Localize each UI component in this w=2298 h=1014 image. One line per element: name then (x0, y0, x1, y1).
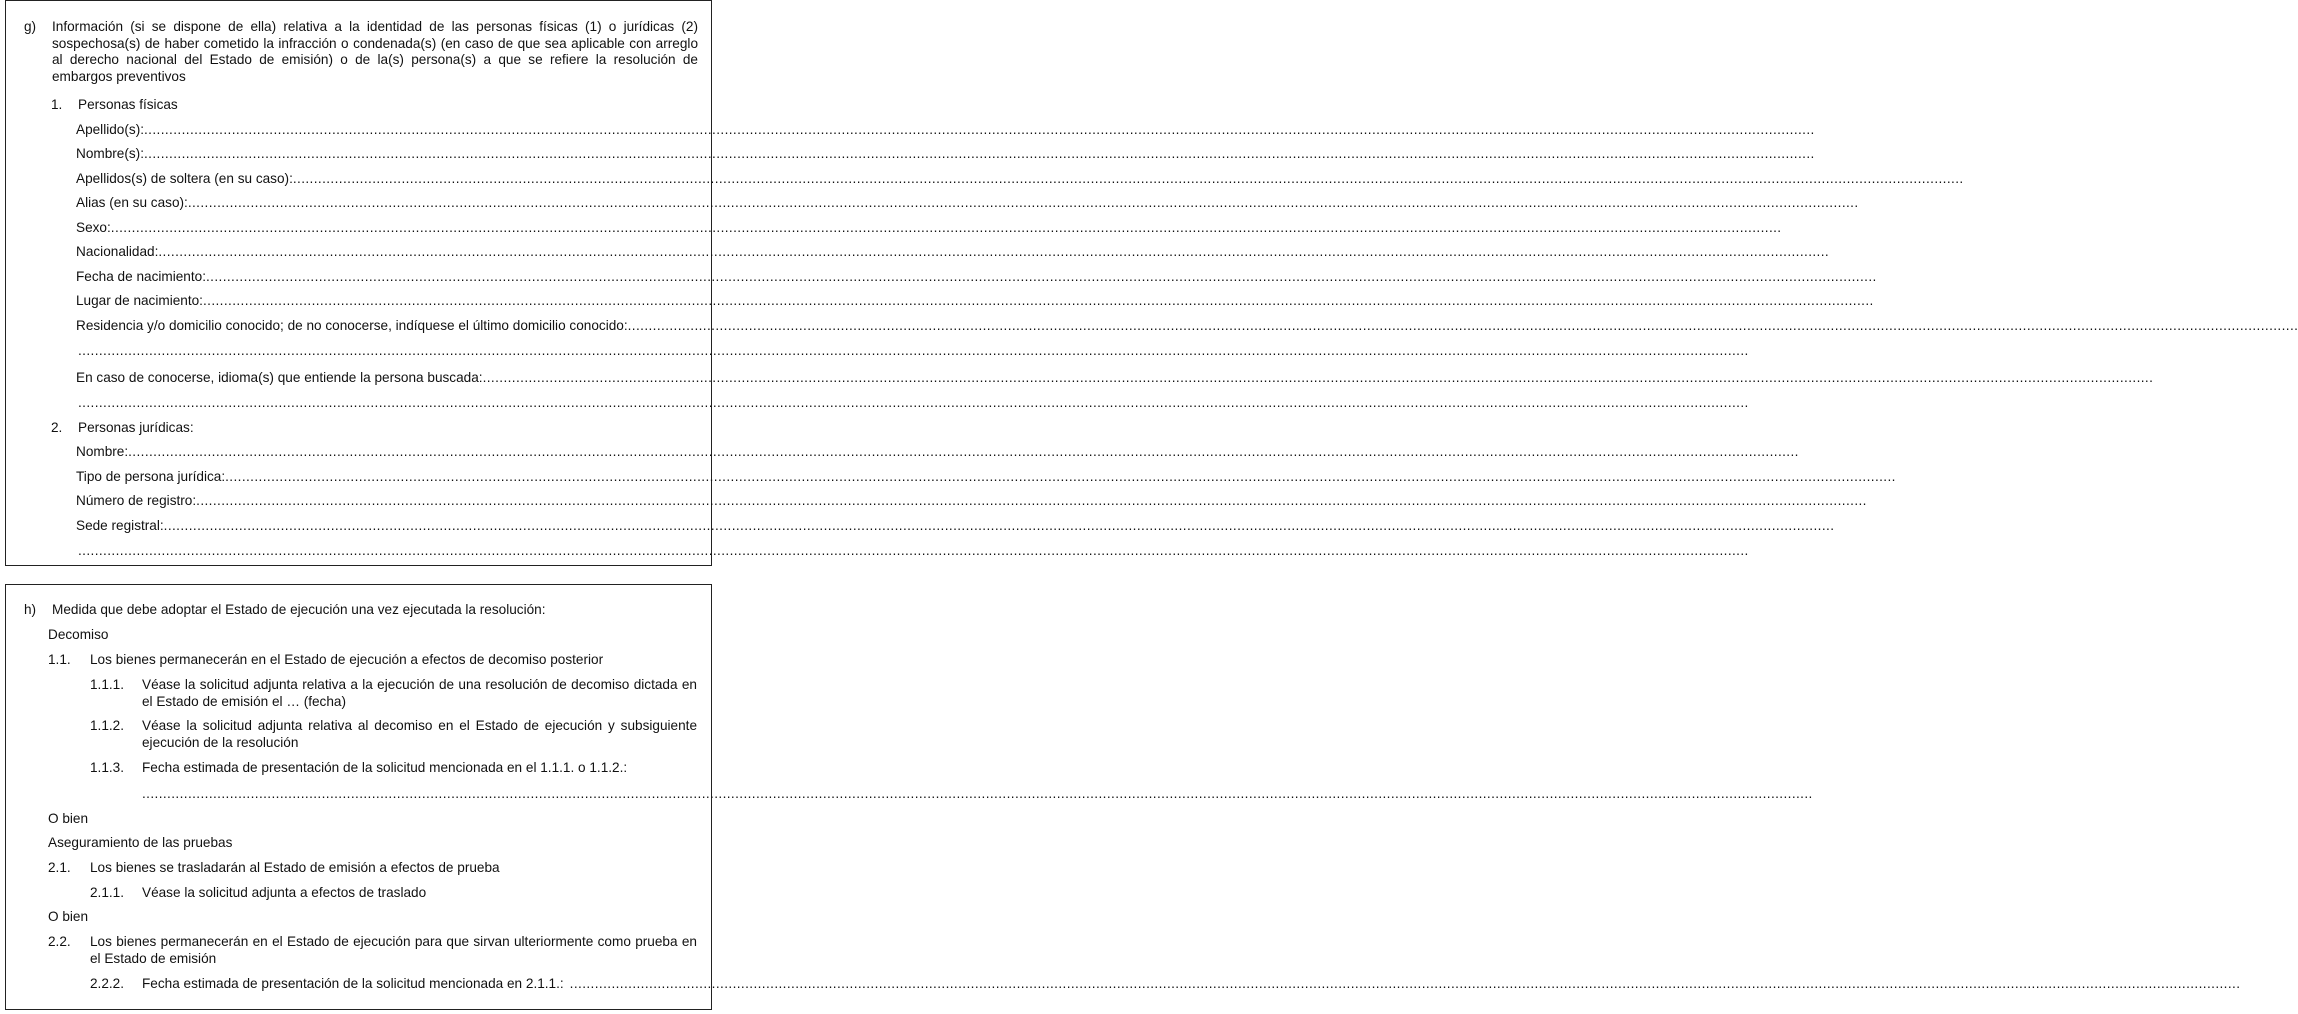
first-name-field[interactable]: Nombre(s): ................................................................................................................................................................................................................................................................................................................................................................................................................ (76, 146, 1815, 161)
item-1-1-number: 1.1. (48, 652, 71, 667)
registration-number-field[interactable]: Número de registro: ................................................................................................................................................................................................................................................................................................................................................................................................................ (76, 493, 1867, 508)
residence-field[interactable]: Residencia y/o domicilio conocido; de no conocerse, indíquese el último domicilio conocido: ................................................................................................................................................................................................................................................................................................................................................................................................................ (76, 318, 2298, 333)
item-1-1-3-number: 1.1.3. (90, 760, 125, 775)
item-1-1-3-date-line[interactable]: ................................................................................................................................................................................................................................................................................................................................................................................................................ (142, 786, 1813, 801)
residence-continuation-line[interactable]: ................................................................................................................................................................................................................................................................................................................................................................................................................ (78, 343, 1749, 358)
legal-type-label: Tipo de persona jurídica: (76, 469, 226, 484)
registered-office-continuation-line[interactable]: ................................................................................................................................................................................................................................................................................................................................................................................................................ (78, 543, 1749, 558)
item-2-2-text: Los bienes permanecerán en el Estado de ejecución para que sirvan ulteriormente como prueba en el Estado de emisión (90, 934, 697, 966)
item-1-1-2-number: 1.1.2. (90, 718, 125, 733)
natural-persons-heading: Personas físicas (78, 97, 178, 112)
item-1-1-3-text: Fecha estimada de presentación de la solicitud mencionada en el 1.1.1. o 1.1.2.: (142, 760, 628, 775)
section-g-intro: Información (si se dispone de ella) relativa a la identidad de las personas físicas (1) o jurídicas (2) sospechosa(s) de haber cometido la infracción o condenada(s) (en caso de que sea aplicable con arreglo al derecho nacional del Estado de emisión) o de la(s) persona(s) a que se refiere la resolución de embargos preventivos (52, 19, 698, 84)
legal-type-field[interactable]: Tipo de persona jurídica: ................................................................................................................................................................................................................................................................................................................................................................................................................ (76, 469, 1896, 484)
birth-place-field[interactable]: Lugar de nacimiento: ................................................................................................................................................................................................................................................................................................................................................................................................................ (76, 293, 1874, 308)
item-2-2-2-text: Fecha estimada de presentación de la solicitud mencionada en 2.1.1.: (142, 976, 564, 991)
natural-persons-number: 1. (51, 97, 63, 112)
nationality-field[interactable]: Nacionalidad: ................................................................................................................................................................................................................................................................................................................................................................................................................ (76, 244, 1830, 259)
item-2-1-text: Los bienes se trasladarán al Estado de emisión a efectos de prueba (90, 860, 500, 875)
alias-label: Alias (en su caso): (76, 195, 188, 210)
section-h-box (5, 584, 2241, 1010)
or-separator-2: O bien (48, 909, 89, 924)
birth-date-field[interactable]: Fecha de nacimiento: ................................................................................................................................................................................................................................................................................................................................................................................................................ (76, 269, 1877, 284)
legal-name-field[interactable]: Nombre: ................................................................................................................................................................................................................................................................................................................................................................................................................ (76, 444, 1799, 459)
sex-label: Sexo: (76, 220, 111, 235)
item-2-2-2-field[interactable]: Fecha estimada de presentación de la solicitud mencionada en 2.1.1.: ................................................................................................................................................................................................................................................................................................................................................................................................................ (142, 976, 2241, 991)
item-1-1-1-number: 1.1.1. (90, 677, 125, 692)
registration-number-label: Número de registro: (76, 493, 197, 508)
language-continuation-line[interactable]: ................................................................................................................................................................................................................................................................................................................................................................................................................ (78, 395, 1749, 410)
alias-field[interactable]: Alias (en su caso): ................................................................................................................................................................................................................................................................................................................................................................................................................ (76, 195, 1859, 210)
legal-persons-number: 2. (51, 420, 63, 435)
maiden-name-label: Apellidos(s) de soltera (en su caso): (76, 171, 293, 186)
item-2-2-number: 2.2. (48, 934, 71, 949)
confiscation-heading: Decomiso (48, 627, 109, 642)
section-h-letter: h) (24, 602, 37, 617)
item-1-1-text: Los bienes permanecerán en el Estado de ejecución a efectos de decomiso posterior (90, 652, 604, 667)
legal-persons-heading: Personas jurídicas: (78, 420, 194, 435)
item-2-1-number: 2.1. (48, 860, 71, 875)
item-2-1-1-number: 2.1.1. (90, 885, 125, 900)
surname-field[interactable]: Apellido(s): ................................................................................................................................................................................................................................................................................................................................................................................................................ (76, 122, 1815, 137)
item-2-2-2-number: 2.2.2. (90, 976, 125, 991)
sex-field[interactable]: Sexo: ................................................................................................................................................................................................................................................................................................................................................................................................................ (76, 220, 1782, 235)
legal-name-label: Nombre: (76, 444, 129, 459)
surname-label: Apellido(s): (76, 122, 144, 137)
nationality-label: Nacionalidad: (76, 244, 159, 259)
birth-date-label: Fecha de nacimiento: (76, 269, 206, 284)
first-name-label: Nombre(s): (76, 146, 144, 161)
item-1-1-2-text: Véase la solicitud adjunta relativa al decomiso en el Estado de ejecución y subsiguiente ejecución de la resolución (142, 718, 697, 750)
section-g-letter: g) (24, 19, 37, 34)
evidence-heading: Aseguramiento de las pruebas (48, 835, 233, 850)
or-separator-1: O bien (48, 811, 89, 826)
maiden-name-field[interactable]: Apellidos(s) de soltera (en su caso): ................................................................................................................................................................................................................................................................................................................................................................................................................ (76, 171, 1964, 186)
section-g-box (5, 0, 2298, 566)
birth-place-label: Lugar de nacimiento: (76, 293, 203, 308)
item-1-1-1-text: Véase la solicitud adjunta relativa a la ejecución de una resolución de decomiso dictada en el Estado de emisión el … (fecha) (142, 677, 697, 709)
language-label: En caso de conocerse, idioma(s) que entiende la persona buscada: (76, 370, 483, 385)
registered-office-field[interactable]: Sede registral: ................................................................................................................................................................................................................................................................................................................................................................................................................ (76, 518, 1835, 533)
registered-office-label: Sede registral: (76, 518, 164, 533)
residence-label: Residencia y/o domicilio conocido; de no conocerse, indíquese el último domicilio conocido: (76, 318, 628, 333)
item-2-1-1-text: Véase la solicitud adjunta a efectos de traslado (142, 885, 427, 900)
section-h-heading: Medida que debe adoptar el Estado de ejecución una vez ejecutada la resolución: (52, 602, 546, 617)
language-field[interactable]: En caso de conocerse, idioma(s) que entiende la persona buscada: ................................................................................................................................................................................................................................................................................................................................................................................................................ (76, 370, 2154, 385)
